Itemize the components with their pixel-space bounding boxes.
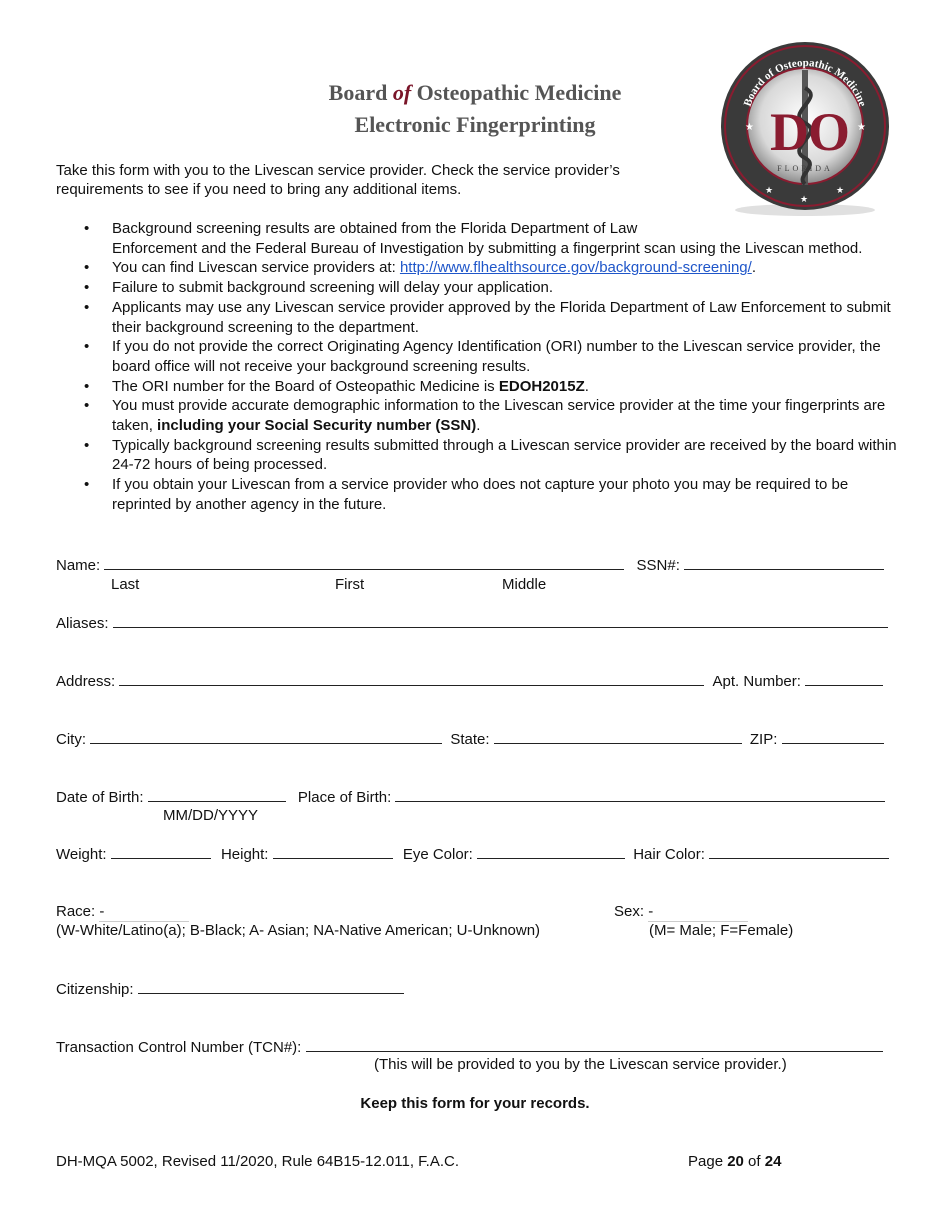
name-sub-last: Last	[111, 576, 140, 593]
name-sub-middle: Middle	[502, 576, 547, 593]
sex-select[interactable]: -	[648, 903, 748, 922]
state-label: State:	[450, 731, 490, 748]
citizenship-label: Citizenship:	[56, 981, 134, 998]
city-field[interactable]	[90, 730, 442, 744]
svg-text:★: ★	[745, 122, 754, 133]
instructions-list	[56, 219, 901, 515]
state-field[interactable]	[494, 730, 742, 744]
address-field[interactable]	[119, 672, 704, 686]
apt-field[interactable]	[805, 672, 883, 686]
list-item: • Applicants may use any Livescan service provider approved by the Florida Department of Law Enforcement to submit their background screening to the department.	[56, 298, 901, 337]
seal-state: FLORIDA	[777, 164, 833, 173]
list-item: • The ORI number for the Board of Osteopathic Medicine is EDOH2015Z.	[56, 377, 901, 397]
weight-label: Weight:	[56, 846, 107, 863]
list-item: • If you do not provide the correct Originating Agency Identification (ORI) number to the Livescan service provider, the board office will not receive your background screening results.	[56, 337, 901, 376]
race-note: (W-White/Latino(a); B-Black; A- Asian; NA-Native American; U-Unknown)	[56, 922, 541, 939]
dob-field[interactable]	[148, 788, 286, 802]
birth-row	[56, 788, 885, 807]
weight-field[interactable]	[111, 845, 211, 859]
list-item: • Failure to submit background screening will delay your application.	[56, 278, 901, 298]
address-row	[56, 672, 883, 691]
name-label: Name:	[56, 557, 101, 574]
list-item: • You must provide accurate demographic information to the Livescan service provider at the time your fingerprints are taken, including your Social Security number (SSN).	[56, 396, 901, 435]
apt-label: Apt. Number:	[712, 673, 801, 690]
height-label: Height:	[220, 846, 269, 863]
livescan-providers-link[interactable]: http://www.flhealthsource.gov/background-screening/	[399, 259, 752, 277]
ssn-field[interactable]	[684, 556, 884, 570]
ori-number: EDOH2015Z	[498, 377, 585, 395]
race-label: Race:	[56, 903, 96, 920]
zip-field[interactable]	[782, 730, 884, 744]
aliases-field[interactable]	[113, 614, 888, 628]
sex-note: (M= Male; F=Female)	[649, 922, 794, 939]
citizenship-row	[56, 980, 404, 999]
height-field[interactable]	[273, 845, 393, 859]
tcn-row	[56, 1038, 883, 1057]
physical-row	[56, 845, 889, 864]
name-row	[56, 556, 884, 575]
page-number: Page 20 of 24	[688, 1153, 782, 1170]
ssn-label: SSN#:	[636, 557, 680, 574]
race-select[interactable]: -	[99, 903, 189, 922]
intro-text: Take this form with you to the Livescan service provider. Check the service provider’s requirements to see if you need to bring any additional items.	[56, 162, 620, 198]
name-field[interactable]	[104, 556, 624, 570]
city-label: City:	[56, 731, 86, 748]
tcn-note: (This will be provided to you by the Livescan service provider.)	[374, 1056, 787, 1073]
zip-label: ZIP:	[749, 731, 778, 748]
aliases-label: Aliases:	[56, 615, 109, 632]
list-item: • Background screening results are obtained from the Florida Department of Law Enforcement and the Federal Bureau of Investigation by submitting a fingerprint scan using the Livescan method.	[56, 219, 901, 258]
pob-field[interactable]	[395, 788, 885, 802]
page-title: Board of Osteopathic Medicine	[328, 80, 622, 105]
citizenship-field[interactable]	[138, 980, 404, 994]
eye-color-field[interactable]	[477, 845, 625, 859]
aliases-row	[56, 614, 888, 633]
list-item: • You can find Livescan service providers at: http://www.flhealthsource.gov/background-screening/.	[56, 258, 901, 278]
title-of: of	[392, 80, 412, 105]
list-item: • Typically background screening results submitted through a Livescan service provider are received by the board within 24-72 hours of being processed.	[56, 436, 901, 475]
sex-field-row	[614, 903, 748, 922]
sex-label: Sex:	[614, 903, 645, 920]
seal-monogram-d: D	[770, 102, 809, 162]
tcn-label: Transaction Control Number (TCN#):	[56, 1039, 302, 1056]
seal-arc-text: Board of Osteopathic Medicine	[741, 56, 869, 109]
dob-format: MM/DD/YYYY	[163, 807, 259, 824]
seal-monogram-o: O	[808, 102, 851, 162]
eye-color-label: Eye Color:	[402, 846, 473, 863]
form-id: DH-MQA 5002, Revised 11/2020, Rule 64B15-12.011, F.A.C.	[56, 1153, 460, 1170]
board-seal	[720, 38, 890, 218]
race-field-row	[56, 903, 189, 922]
tcn-field[interactable]	[306, 1038, 883, 1052]
hair-color-field[interactable]	[709, 845, 889, 859]
city-row	[56, 730, 884, 749]
svg-text:★: ★	[836, 185, 845, 195]
list-item: • If you obtain your Livescan from a service provider who does not capture your photo you may be required to be reprinted by another agency in the future.	[56, 475, 901, 514]
svg-text:★: ★	[800, 194, 809, 204]
svg-text:★: ★	[857, 122, 866, 133]
svg-text:★: ★	[765, 185, 774, 195]
dob-label: Date of Birth:	[56, 789, 144, 806]
name-sub-first: First	[335, 576, 365, 593]
pob-label: Place of Birth:	[297, 789, 392, 806]
hair-color-label: Hair Color:	[633, 846, 705, 863]
keep-records-note: Keep this form for your records.	[360, 1095, 590, 1112]
address-label: Address:	[56, 673, 116, 690]
page-subtitle: Electronic Fingerprinting	[354, 112, 596, 137]
